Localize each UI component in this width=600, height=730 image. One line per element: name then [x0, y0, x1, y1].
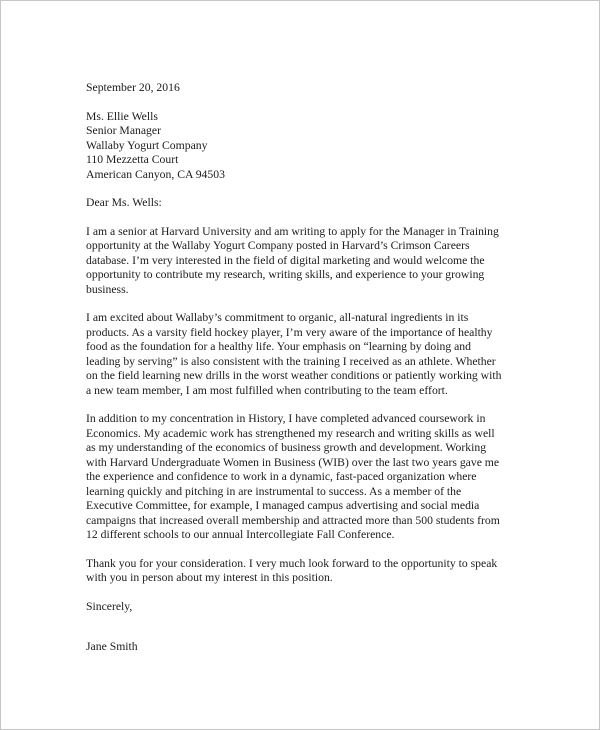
- text-line: campaigns that increased overall membership and attracted more than 500 students from: [86, 513, 500, 527]
- text-line: 12 different schools to our annual Intercollegiate Fall Conference.: [86, 528, 395, 541]
- text-line: opportunity to contribute my research, writing skills, and experience to your growing: [86, 268, 485, 281]
- letter-content: [86, 81, 554, 655]
- body-paragraph-2: [86, 311, 554, 398]
- text-line: Wallaby Yogurt Company: [86, 138, 208, 152]
- text-line: Economics. My academic work has strengthened my research and writing skills as well: [86, 426, 495, 440]
- text-line: products. As a varsity field hockey player, I’m very aware of the importance of healthy: [86, 325, 493, 339]
- text-line: business.: [86, 282, 129, 296]
- text-line: Ms. Ellie Wells: [86, 109, 158, 123]
- text-line: on the field learning new drills in the worst weather conditions or patiently working with: [86, 369, 502, 382]
- text-line: 110 Mezzetta Court: [86, 153, 179, 166]
- text-line: Thank you for your consideration. I very much look forward to the opportunity to speak: [86, 556, 498, 570]
- text-line: database. I’m very interested in the field of digital marketing and would welcome the: [86, 253, 485, 267]
- text-line: leading by serving” is also consistent with the training I received as an athlete. Whether: [86, 354, 496, 368]
- text-line: a new team member, I am most fulfilled when contributing to the team effort.: [86, 383, 448, 397]
- text-line: opportunity at the Wallaby Yogurt Company posted in Harvard’s Crimson Careers: [86, 239, 470, 252]
- body-paragraph-3: [86, 412, 554, 543]
- text-line: the experience and confidence to work in a dynamic, fast-paced organization where: [86, 470, 477, 483]
- text-line: food as the foundation for a healthy life. Your emphasis on “learning by doing and: [86, 340, 471, 353]
- signature-name: Jane Smith: [86, 640, 138, 653]
- salutation: Dear Ms. Wells:: [86, 196, 162, 209]
- text-line: with Harvard Undergraduate Women in Business (WIB) over the last two years gave me: [86, 455, 500, 469]
- text-line: I am a senior at Harvard University and am writing to apply for the Manager in Training: [86, 224, 499, 238]
- text-line: In addition to my concentration in History, I have completed advanced coursework in: [86, 412, 486, 425]
- text-line: American Canyon, CA 94503: [86, 167, 225, 181]
- text-line: I am excited about Wallaby’s commitment to organic, all-natural ingredients in its: [86, 311, 469, 324]
- recipient-address-block: [86, 110, 554, 183]
- text-line: Senior Manager: [86, 124, 161, 137]
- text-line: with you in person about my interest in this position.: [86, 571, 333, 584]
- letter-date: September 20, 2016: [86, 81, 180, 94]
- body-paragraph-4: [86, 557, 554, 586]
- text-line: as my understanding of the economics of business growth and development. Working: [86, 441, 487, 454]
- text-line: learning quickly and pitching in are instrumental to success. As a member of the: [86, 484, 462, 498]
- closing: Sincerely,: [86, 599, 133, 613]
- body-paragraph-1: [86, 225, 554, 298]
- text-line: Executive Committee, for example, I managed campus advertising and social media: [86, 499, 480, 512]
